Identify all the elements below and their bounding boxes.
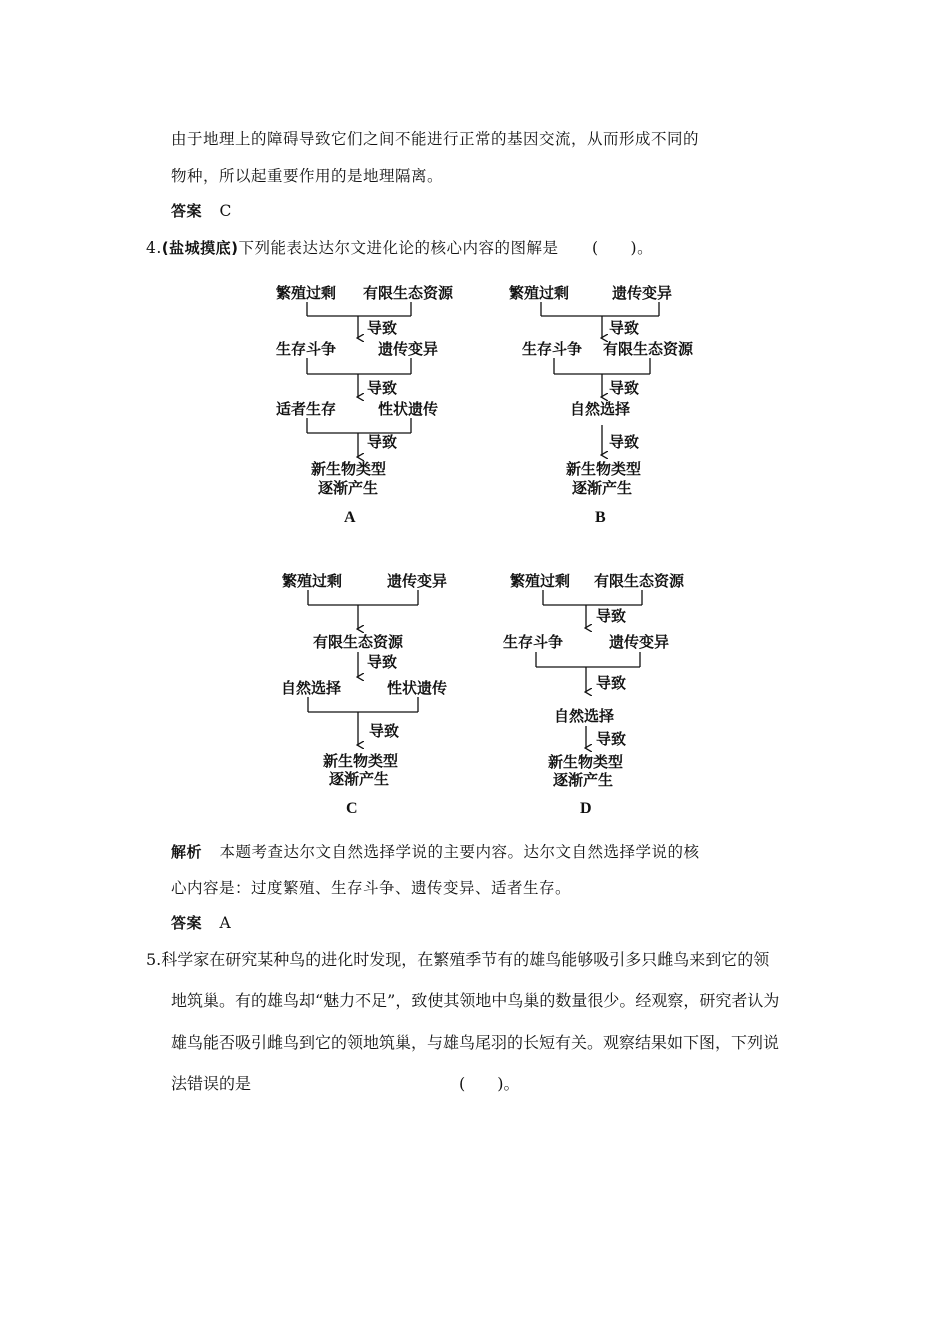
c-r1-left: 繁殖过剩: [282, 572, 343, 590]
b-r2-right: 有限生态资源: [603, 340, 694, 358]
analysis-label: 解析: [171, 843, 203, 861]
q4-analysis-line-1: [171, 840, 699, 862]
diagram-c: [308, 590, 418, 745]
a-result-2: 逐渐产生: [318, 479, 379, 497]
d-result-2: 逐渐产生: [553, 771, 614, 789]
analysis-text-1: 本题考查达尔文自然选择学说的主要内容。达尔文自然选择学说的核: [219, 843, 700, 861]
question-text: 下列能表达达尔文进化论的核心内容的图解是: [238, 239, 559, 257]
c-result-2: 逐渐产生: [329, 770, 390, 788]
analysis-line-2: 物种，所以起重要作用的是地理隔离。: [171, 167, 444, 185]
answer-label: 答案: [171, 914, 203, 932]
b-r3: 自然选择: [570, 400, 631, 418]
answer-row-q4: [171, 912, 231, 933]
a-arrow1-label: 导致: [367, 319, 398, 337]
answer-blank: ( )。: [459, 1074, 520, 1093]
question-5-line-1: 5.科学家在研究某种鸟的进化时发现，在繁殖季节有的雄鸟能够吸引多只雌鸟来到它的领: [146, 950, 770, 969]
question-5-line-4: [171, 1071, 520, 1094]
c-r3-left: 自然选择: [281, 679, 342, 697]
question-5-text-end: 法错误的是: [171, 1074, 252, 1093]
b-letter: B: [595, 509, 606, 526]
d-r1-left: 繁殖过剩: [510, 572, 571, 590]
a-r2-right: 遗传变异: [378, 340, 439, 358]
answer-value: C: [219, 202, 232, 220]
b-arrow3-label: 导致: [609, 433, 640, 451]
a-r3-left: 适者生存: [276, 400, 337, 418]
question-5-line-2: 地筑巢。有的雄鸟却“魅力不足”，致使其领地中鸟巢的数量很少。经观察，研究者认为: [171, 991, 780, 1010]
d-r2-right: 遗传变异: [609, 633, 670, 651]
d-r3: 自然选择: [554, 707, 615, 725]
d-arrow1-label: 导致: [596, 607, 627, 625]
a-r1-right: 有限生态资源: [363, 284, 454, 302]
a-arrow3-label: 导致: [367, 433, 398, 451]
answer-label: 答案: [171, 202, 203, 220]
q4-analysis-line-2: 心内容是：过度繁殖、生存斗争、遗传变异、适者生存。: [171, 879, 572, 897]
d-result-1: 新生物类型: [548, 753, 624, 771]
b-result-1: 新生物类型: [566, 460, 642, 478]
diagram-b: [541, 302, 659, 455]
d-arrow3-label: 导致: [596, 730, 627, 748]
answer-blank: ( )。: [591, 239, 654, 257]
b-arrow1-label: 导致: [609, 319, 640, 337]
c-arrow2-label: 导致: [369, 722, 400, 740]
d-arrow2-label: 导致: [596, 674, 627, 692]
d-r2-left: 生存斗争: [503, 633, 564, 651]
question-number: 4.: [146, 239, 162, 257]
d-r1-right: 有限生态资源: [594, 572, 685, 590]
a-letter: A: [344, 509, 356, 526]
c-arrow1-label: 导致: [367, 653, 398, 671]
analysis-line-1: 由于地理上的障碍导致它们之间不能进行正常的基因交流，从而形成不同的: [171, 130, 700, 148]
answer-value: A: [219, 914, 232, 932]
b-result-2: 逐渐产生: [572, 479, 633, 497]
b-r2-left: 生存斗争: [522, 340, 583, 358]
a-r2-left: 生存斗争: [276, 340, 337, 358]
a-arrow2-label: 导致: [367, 379, 398, 397]
question-source: (盐城摸底): [161, 239, 239, 257]
c-r3-right: 性状遗传: [387, 679, 448, 697]
b-r1-right: 遗传变异: [612, 284, 673, 302]
c-result-1: 新生物类型: [323, 752, 399, 770]
d-letter: D: [580, 800, 592, 817]
c-letter: C: [346, 800, 358, 817]
c-r1-right: 遗传变异: [387, 572, 448, 590]
a-r3-right: 性状遗传: [378, 400, 439, 418]
a-r1-left: 繁殖过剩: [276, 284, 337, 302]
question-5-line-3: 雄鸟能否吸引雌鸟到它的领地筑巢，与雄鸟尾羽的长短有关。观察结果如下图，下列说: [171, 1033, 780, 1052]
c-r2: 有限生态资源: [313, 633, 404, 651]
b-arrow2-label: 导致: [609, 379, 640, 397]
b-r1-left: 繁殖过剩: [509, 284, 570, 302]
a-result-1: 新生物类型: [311, 460, 387, 478]
